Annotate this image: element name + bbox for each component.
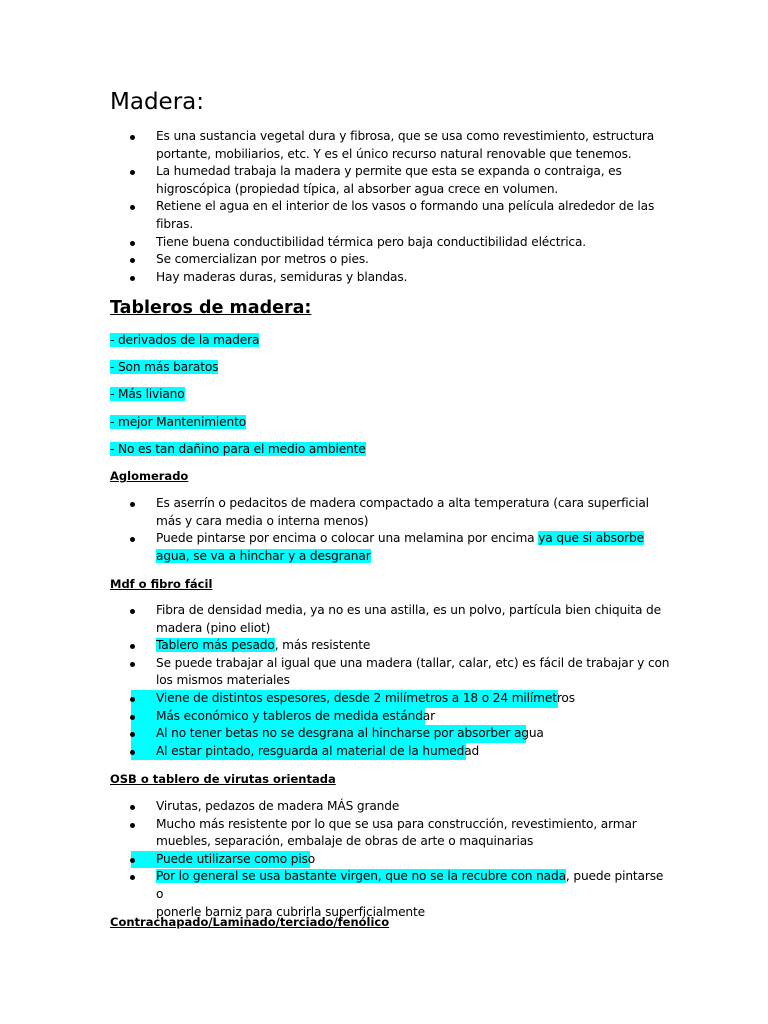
aglomerado-heading-block — [110, 469, 670, 484]
contrachapado-heading: Contrachapado/Laminado/terciado/fenólico — [110, 915, 390, 929]
list-item: Puede utilizarse como piso — [110, 851, 670, 869]
contrachapado-heading-block — [110, 915, 670, 930]
osb-list-block — [110, 798, 670, 921]
list-item: Fibra de densidad media, ya no es una astilla, es un polvo, partícula bien chiquita de madera (pino eliot) — [110, 602, 670, 637]
list-item: Se puede trabajar al igual que una madera (tallar, calar, etc) es fácil de trabajar y con los mismos materiales — [110, 655, 670, 690]
bullet-icon — [130, 135, 135, 140]
bullet-icon — [130, 875, 135, 880]
list-item: Más económico y tableros de medida estándar — [110, 708, 670, 726]
bullet-icon — [130, 750, 135, 755]
bullet-icon — [130, 662, 135, 667]
aglomerado-heading: Aglomerado — [110, 469, 189, 483]
osb-list — [110, 798, 670, 921]
bullet-icon — [130, 205, 135, 210]
bullet-icon — [130, 609, 135, 614]
bullet-icon — [130, 537, 135, 542]
tableros-line: - mejor Mantenimiento — [110, 415, 247, 429]
bullet-icon — [130, 715, 135, 720]
mdf-heading-block — [110, 577, 670, 592]
bullet-icon — [130, 276, 135, 281]
aglomerado-list — [110, 495, 670, 565]
list-item: Hay maderas duras, semiduras y blandas. — [110, 269, 670, 287]
mdf-list — [110, 602, 670, 760]
bullet-icon — [130, 241, 135, 246]
tableros-line: - Más liviano — [110, 387, 185, 401]
list-item: Virutas, pedazos de madera MÁS grande — [110, 798, 670, 816]
bullet-icon — [130, 858, 135, 863]
bullet-icon — [130, 697, 135, 702]
bullet-icon — [130, 823, 135, 828]
bullet-icon — [130, 258, 135, 263]
list-item: Es una sustancia vegetal dura y fibrosa, que se usa como revestimiento, estructura portante, mobiliarios, etc. Y es el único recurso natural renovable que tenemos. — [110, 128, 670, 163]
page-title: Madera: — [110, 89, 204, 115]
title-block — [110, 88, 670, 116]
mdf-list-block — [110, 602, 670, 760]
list-item: La humedad trabaja la madera y permite que esta se expanda o contraiga, es higroscópica (propiedad típica, al absorber agua crece en volumen. — [110, 163, 670, 198]
bullet-icon — [130, 805, 135, 810]
aglomerado-list-block — [110, 495, 670, 565]
bullet-icon — [130, 170, 135, 175]
bullet-icon — [130, 502, 135, 507]
mdf-heading: Mdf o fibro fácil — [110, 577, 213, 591]
madera-list — [110, 128, 670, 286]
osb-heading: OSB o tablero de virutas orientada — [110, 772, 336, 786]
list-item: Se comercializan por metros o pies. — [110, 251, 670, 269]
list-item: Viene de distintos espesores, desde 2 milímetros a 18 o 24 milímetros — [110, 690, 670, 708]
list-item: Es aserrín o pedacitos de madera compactado a alta temperatura (cara superficial más y cara media o interna menos) — [110, 495, 670, 530]
list-item: Tablero más pesado, más resistente — [110, 637, 670, 655]
madera-list-block — [110, 128, 670, 286]
list-item: Por lo general se usa bastante virgen, que no se la recubre con nada, puede pintarse o ponerle barniz para cubrirla superficialmente — [110, 868, 670, 921]
list-item: Puede pintarse por encima o colocar una melamina por encima ya que si absorbe agua, se va a hinchar y a desgranar — [110, 530, 670, 565]
tableros-heading-block — [110, 297, 670, 319]
bullet-icon — [130, 644, 135, 649]
list-item: Tiene buena conductibilidad térmica pero baja conductibilidad eléctrica. — [110, 234, 670, 252]
bullet-icon — [130, 732, 135, 737]
list-item: Al estar pintado, resguarda al material de la humedad — [110, 743, 670, 761]
tableros-heading: Tableros de madera: — [110, 298, 312, 318]
tableros-line: - No es tan dañino para el medio ambiente — [110, 442, 366, 456]
list-item: Mucho más resistente por lo que se usa para construcción, revestimiento, armar muebles, separación, embalaje de obras de arte o maquinarias — [110, 816, 670, 851]
tableros-line: - derivados de la madera — [110, 333, 260, 347]
osb-heading-block — [110, 772, 670, 787]
list-item: Retiene el agua en el interior de los vasos o formando una película alrededor de las fibras. — [110, 198, 670, 233]
list-item: Al no tener betas no se desgrana al hincharse por absorber agua — [110, 725, 670, 743]
tableros-line: - Son más baratos — [110, 360, 219, 374]
